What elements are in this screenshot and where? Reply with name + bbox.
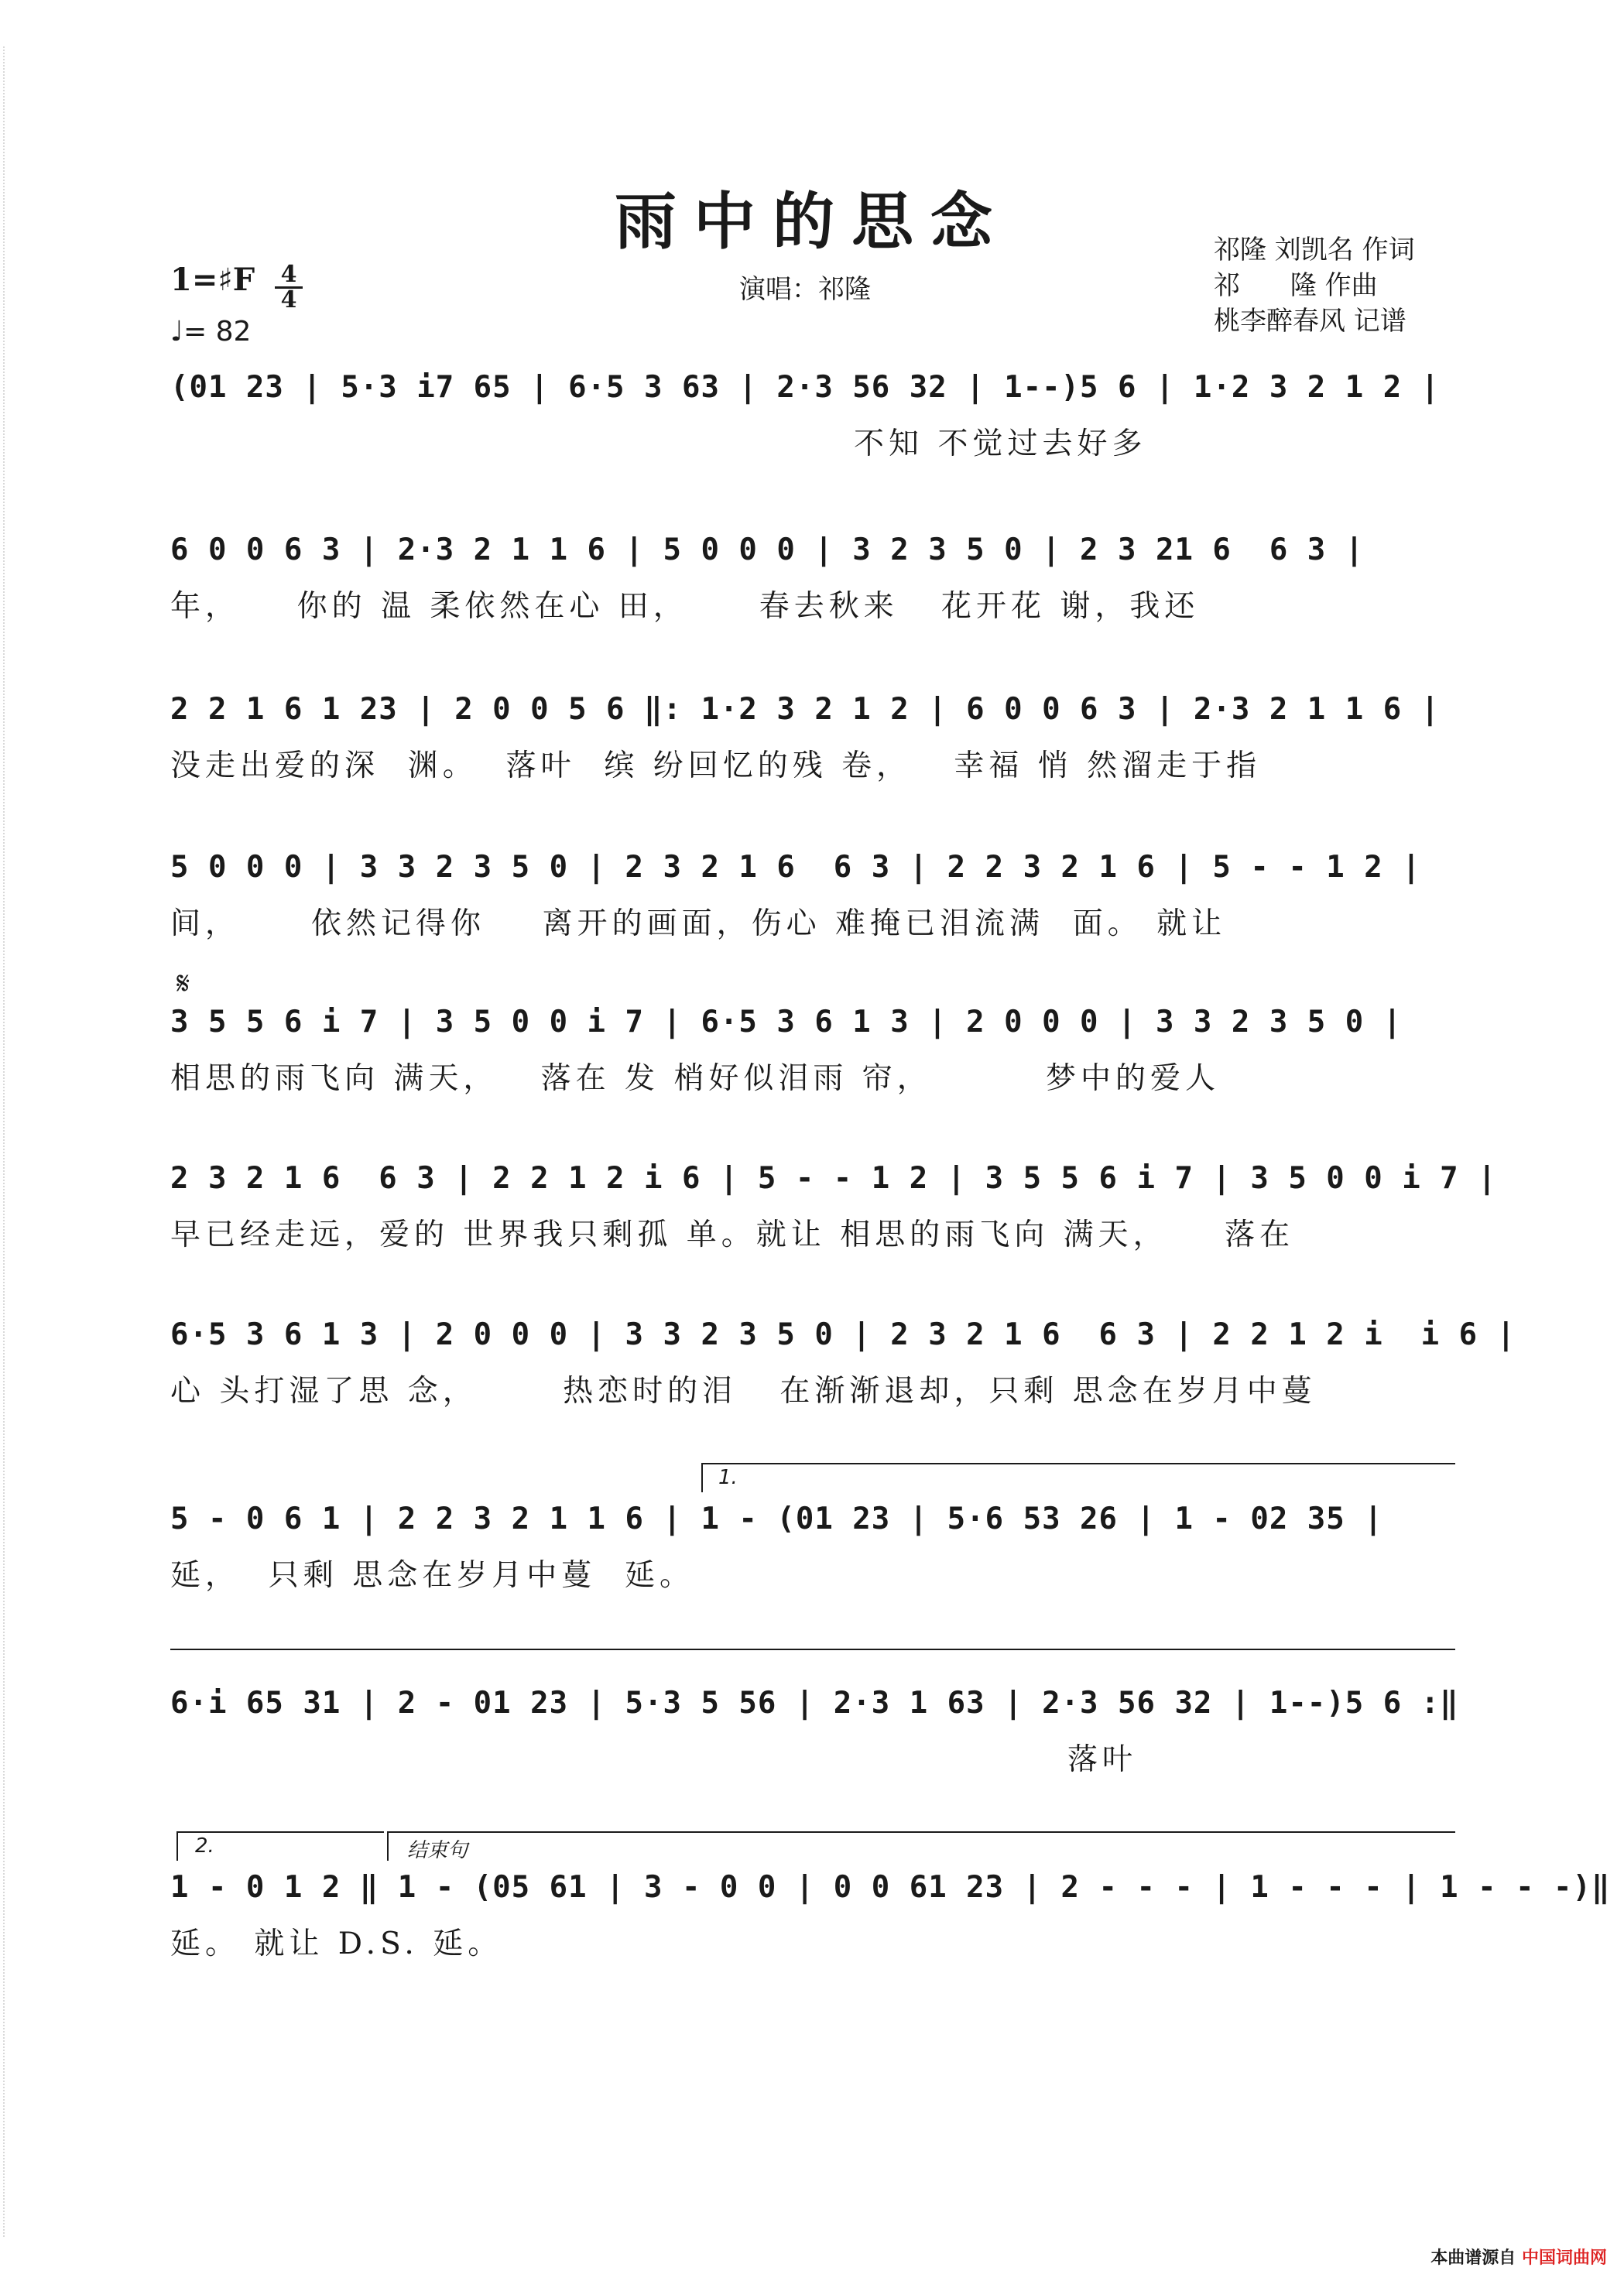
singer-credit: 演唱：祁隆 (739, 274, 871, 305)
segno-sign: 𝄋 (176, 966, 190, 1002)
lyrics-line: 间， 依然记得你 离开的画面，伤心 难掩已泪流满 面。 就让 (170, 906, 1227, 941)
time-signature-bottom: 4 (275, 286, 303, 312)
lyrics-line: 早已经走远，爱的 世界我只剩孤 单。就让 相思的雨飞向 满天， 落在 (170, 1218, 1295, 1252)
tempo-marking: ♩= 82 (170, 316, 252, 348)
notation-line: 1 - 0 1 2 ‖ 1 - (05 61 | 3 - 0 0 | 0 0 61 23 | 2 - - - | 1 - - - | 1 - - -)‖ (170, 1870, 1611, 1905)
notation-line: 6·i 65 31 | 2 - 01 23 | 5·3 5 56 | 2·3 1 63 | 2·3 56 32 | 1--)5 6 :‖ (170, 1686, 1459, 1721)
lyrics-line: 没走出爱的深 渊。 落叶 缤 纷回忆的残 卷， 幸福 悄 然溜走于指 (170, 748, 1262, 783)
notation-line: 2 3 2 1 6 6 3 | 2 2 1 2 i 6 | 5 - - 1 2 | 3 5 5 6 i 7 | 3 5 0 0 i 7 | (170, 1161, 1497, 1196)
lyrics-line: 不知 不觉过去好多 (170, 426, 1147, 461)
source-footer (1430, 2245, 1607, 2269)
song-title: 雨中的思念 (615, 185, 1009, 258)
volta-1-continuation-line (170, 1649, 1455, 1650)
credits-block (1214, 232, 1454, 339)
source-label: 本曲谱源自 (1430, 2248, 1516, 2268)
notation-line: 5 - 0 6 1 | 2 2 3 2 1 1 6 | 1 - (01 23 | 5·6 53 26 | 1 - 02 35 | (170, 1502, 1383, 1536)
volta-1-label: 1. (718, 1466, 738, 1489)
composer-credit: 祁 隆 作曲 (1214, 270, 1378, 301)
notation-line: 6 0 0 6 3 | 2·3 2 1 1 6 | 5 0 0 0 | 3 2 3 5 0 | 2 3 21 6 6 3 | (170, 533, 1365, 567)
side-watermark-strip (3, 46, 12, 2237)
transcriber-credit: 桃李醉春风 记谱 (1214, 306, 1406, 337)
key-signature: 1=♯F (170, 262, 255, 298)
notation-line: 6·5 3 6 1 3 | 2 0 0 0 | 3 3 2 3 5 0 | 2 3 2 1 6 6 3 | 2 2 1 2 i i 6 | (170, 1317, 1516, 1352)
time-signature-top: 4 (280, 261, 297, 288)
lyrics-line: 年， 你的 温 柔依然在心 田， 春去秋来 花开花 谢，我还 (170, 589, 1200, 624)
volta-1-bracket (701, 1463, 1455, 1492)
lyrics-line: 延， 只剩 思念在岁月中蔓 延。 (170, 1558, 694, 1593)
notation-line: 5 0 0 0 | 3 3 2 3 5 0 | 2 3 2 1 6 6 3 | 2 2 3 2 1 6 | 5 - - 1 2 | (170, 850, 1421, 885)
lyrics-line: 心 头打湿了思 念， 热恋时的泪 在渐渐退却，只剩 思念在岁月中蔓 (170, 1374, 1317, 1409)
notation-line: 3 5 5 6 i 7 | 3 5 0 0 i 7 | 6·5 3 6 1 3 | 2 0 0 0 | 3 3 2 3 5 0 | (170, 1005, 1403, 1039)
notation-line: 2 2 1 6 1 23 | 2 0 0 5 6 ‖: 1·2 3 2 1 2 | 6 0 0 6 3 | 2·3 2 1 1 6 | (170, 692, 1441, 727)
volta-2-label: 2. (195, 1834, 214, 1858)
time-signature (275, 263, 303, 312)
source-site-link[interactable]: 中国词曲网 (1521, 2248, 1607, 2268)
lyricist-credit: 祁隆 刘凯名 作词 (1214, 235, 1415, 265)
coda-label: 结束句 (407, 1839, 468, 1862)
notation-line: (01 23 | 5·3 i7 65 | 6·5 3 63 | 2·3 56 32 | 1--)5 6 | 1·2 3 2 1 2 | (170, 370, 1441, 405)
lyrics-line: 相思的雨飞向 满天， 落在 发 梢好似泪雨 帘， 梦中的爱人 (170, 1061, 1220, 1096)
coda-bracket (387, 1831, 1455, 1861)
lyrics-line: 落叶 (170, 1742, 1138, 1777)
lyrics-line: 延。 就让 D.S. 延。 (170, 1927, 503, 1961)
